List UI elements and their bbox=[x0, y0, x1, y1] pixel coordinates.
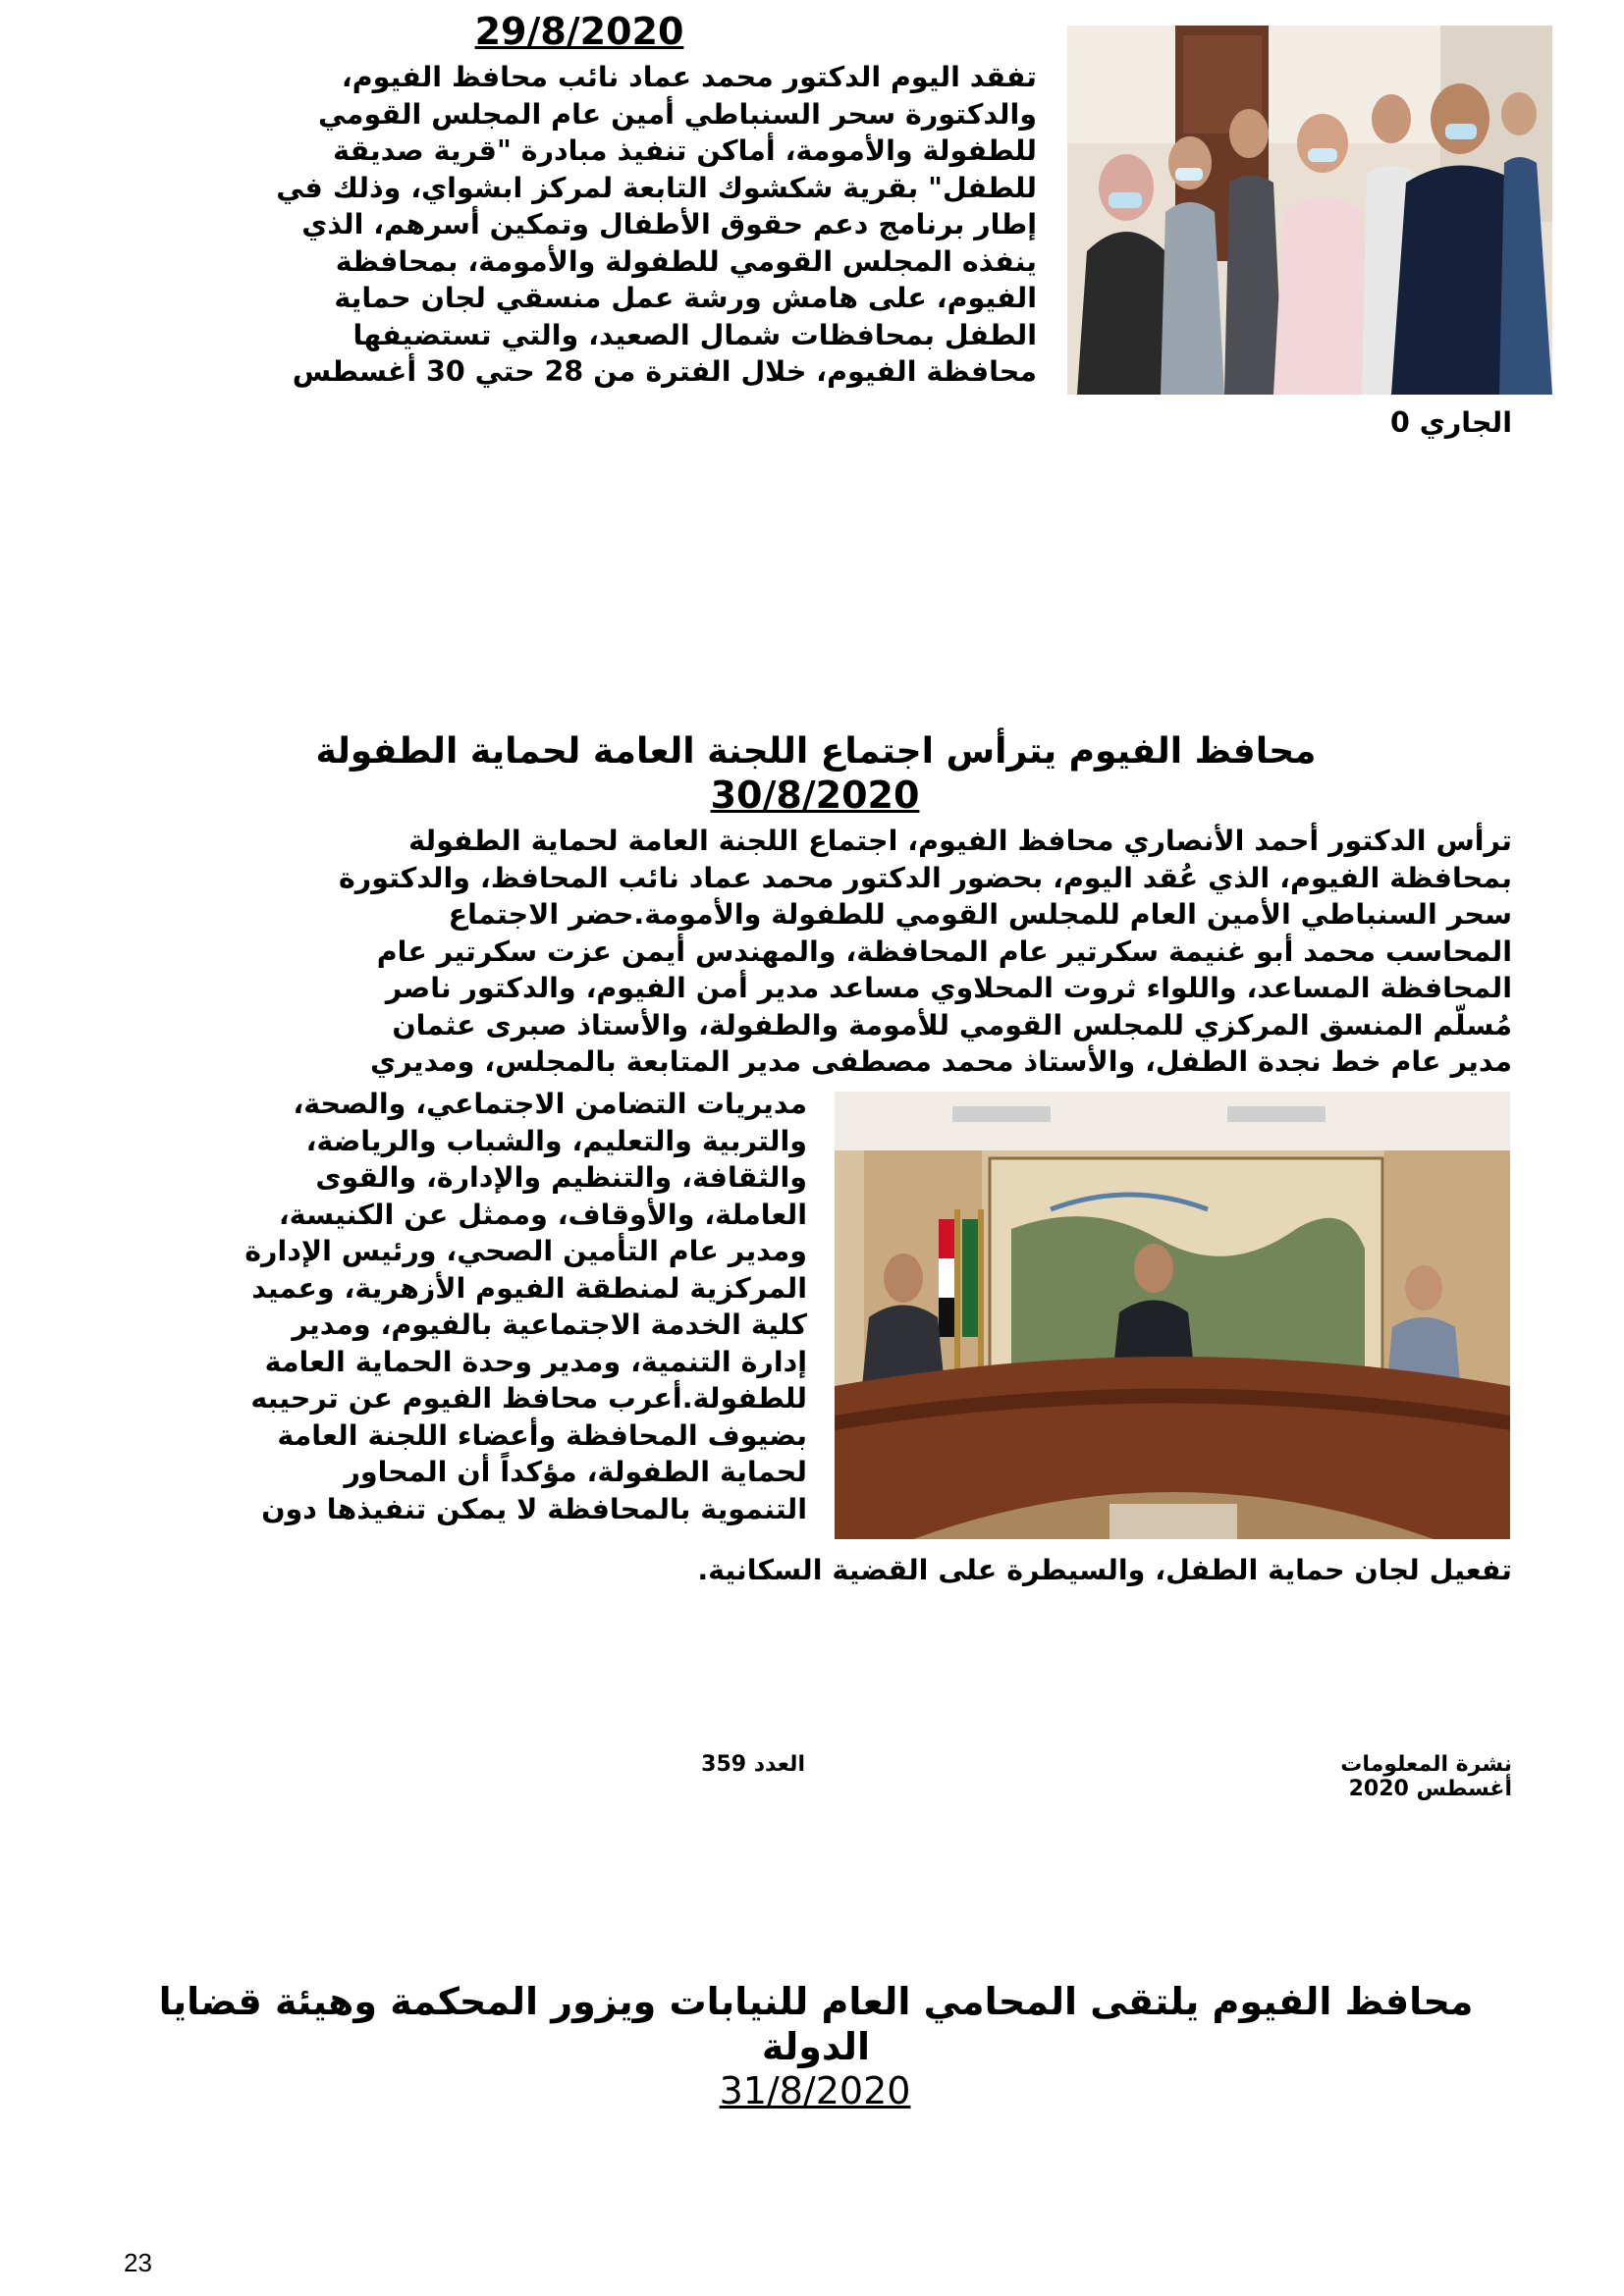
article2-date: 30/8/2020 bbox=[710, 774, 920, 817]
article1-line: ينفذه المجلس القومي للطفولة والأمومة، بمحافظة bbox=[335, 244, 1037, 278]
article2-line: مُسلّم المنسق المركزي للمجلس القومي للأمومة والطفولة، والأستاذ صبرى عثمان bbox=[392, 1008, 1512, 1041]
footer-issue: العدد 359 bbox=[701, 1752, 805, 1777]
article1-line: والدكتورة سحر السنباطي أمين عام المجلس القومي bbox=[317, 97, 1037, 131]
article2-line: كلية الخدمة الاجتماعية بالفيوم، ومدير bbox=[292, 1308, 807, 1341]
article2-line: بضيوف المحافظة وأعضاء اللجنة العامة bbox=[277, 1418, 807, 1452]
article2-line: إدارة التنمية، ومدير وحدة الحماية العامة bbox=[264, 1345, 807, 1378]
article1-continuation: الجاري 0 bbox=[1389, 406, 1512, 439]
article2-body-narrow bbox=[124, 1086, 807, 1527]
article1-line: إطار برنامج دعم حقوق الأطفال وتمكين أسرهم، الذي bbox=[301, 208, 1037, 240]
article2-line: سحر السنباطي الأمين العام للمجلس القومي للطفولة والأمومة.حضر الاجتماع bbox=[448, 898, 1512, 931]
footer-publication: نشرة المعلومات bbox=[1340, 1752, 1512, 1777]
article3-date: 31/8/2020 bbox=[719, 2069, 911, 2112]
article2-line: المركزية لمنطقة الفيوم الأزهرية، وعميد bbox=[251, 1271, 807, 1305]
article2-line: مديريات التضامن الاجتماعي، والصحة، bbox=[293, 1088, 807, 1120]
page-number: 23 bbox=[124, 2248, 152, 2277]
article1-line: للطفل" بقرية شكشوك التابعة لمركز ابشواي، وذلك في bbox=[276, 171, 1037, 204]
article1-line: للطفولة والأمومة، أماكن تنفيذ مبادرة "قرية صديقة bbox=[333, 134, 1037, 167]
article2-line: التنموية بالمحافظة لا يمكن تنفيذها دون bbox=[261, 1492, 807, 1525]
article2-photo bbox=[835, 1092, 1510, 1539]
article2-line: العاملة، والأوقاف، وممثل عن الكنيسة، bbox=[278, 1198, 807, 1231]
article1-line: محافظة الفيوم، خلال الفترة من 28 حتي 30 أغسطس bbox=[292, 355, 1037, 388]
article3-headline-line1: محافظ الفيوم يلتقى المحامي العام للنيابات ويزور المحكمة وهيئة قضايا bbox=[158, 1980, 1474, 2023]
article1-body bbox=[124, 59, 1037, 391]
article2-line: ومدير عام التأمين الصحي، ورئيس الإدارة bbox=[244, 1235, 807, 1267]
article2-line: مدير عام خط نجدة الطفل، والأستاذ محمد مصطفى مدير المتابعة بالمجلس، ومديري bbox=[369, 1045, 1512, 1078]
article2-body-full bbox=[124, 823, 1512, 1081]
article2-line: لحماية الطفولة، مؤكداً أن المحاور bbox=[344, 1456, 807, 1488]
article1-date: 29/8/2020 bbox=[474, 10, 684, 53]
article2-line: بمحافظة الفيوم، الذي عُقد اليوم، بحضور الدكتور محمد عماد نائب المحافظ، والدكتورة bbox=[338, 861, 1512, 894]
article2-line: المحاسب محمد أبو غنيمة سكرتير عام المحافظة، والمهندس أيمن عزت سكرتير عام bbox=[376, 934, 1512, 968]
article2-line: للطفولة.أعرب محافظ الفيوم عن ترحيبه bbox=[250, 1382, 807, 1415]
article1-photo bbox=[1067, 26, 1552, 395]
article2-line: ترأس الدكتور أحمد الأنصاري محافظ الفيوم، اجتماع اللجنة العامة لحماية الطفولة bbox=[408, 825, 1512, 857]
article1-line: الطفل بمحافظات شمال الصعيد، والتي تستضيفها bbox=[352, 318, 1037, 351]
article2-line: المحافظة المساعد، واللواء ثروت المحلاوي مساعد مدير أمن الفيوم، والدكتور ناصر bbox=[385, 972, 1512, 1004]
article1-line: تفقد اليوم الدكتور محمد عماد نائب محافظ الفيوم، bbox=[341, 61, 1037, 93]
article2-line: والثقافة، والتنظيم والإدارة، والقوى bbox=[315, 1161, 807, 1194]
article2-last-line: تفعيل لجان حماية الطفل، والسيطرة على القضية السكانية. bbox=[697, 1554, 1512, 1586]
footer-month: أغسطس 2020 bbox=[1348, 1777, 1512, 1801]
article3-headline-line2: الدولة bbox=[761, 2025, 871, 2068]
article2-line: والتربية والتعليم، والشباب والرياضة، bbox=[305, 1124, 807, 1157]
article1-line: الفيوم، على هامش ورشة عمل منسقي لجان حماية bbox=[334, 282, 1037, 314]
article2-headline: محافظ الفيوم يترأس اجتماع اللجنة العامة لحماية الطفولة bbox=[315, 731, 1317, 772]
